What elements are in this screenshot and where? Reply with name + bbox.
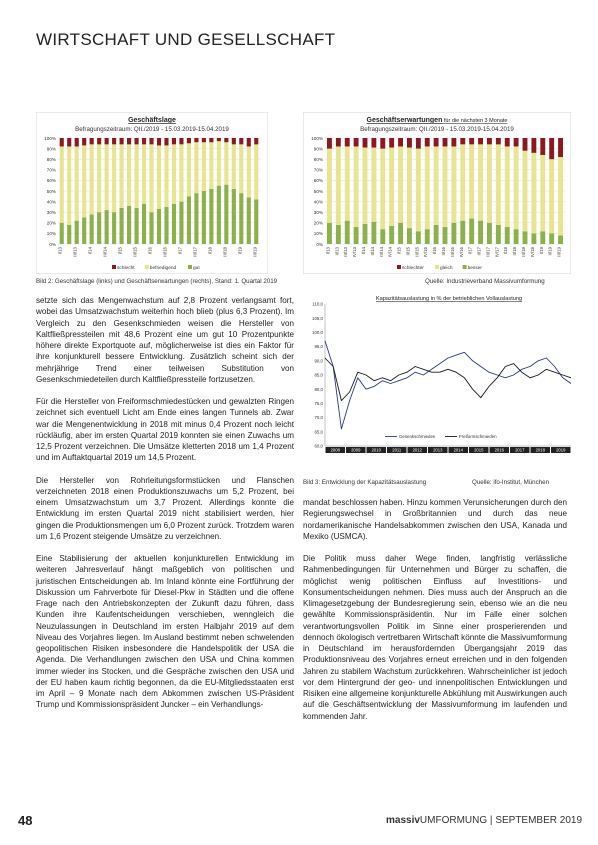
- paragraph: Für die Hersteller von Freiformschmiedestücken und gewalzten Ringen zeichnet sich eventuell Licht am Ende eines langen Tunnels ab. Zwar war die Mengenentwicklung in 2018 mit minus 0,4 Prozent noch leicht rückläufig, aber im ersten Quartal 2019 konnten sie einen Zuwachs um 12,5 Prozent verzeichnen. Die Umsätze kletterten 2018 um 1,4 Prozent und im Auftaktquartal 2019 um 14,5 Prozent.: [36, 397, 294, 463]
- bar-segment: [505, 146, 510, 227]
- x-tick-label: III/14: [378, 247, 384, 257]
- bar-segment: [172, 138, 176, 144]
- chart-title: Geschäftserwartungen für die nächsten 3 Monate: [366, 117, 508, 124]
- bar-segment: [451, 146, 456, 222]
- bar-segment: [434, 138, 439, 146]
- bar-segment: [434, 146, 439, 224]
- bar-segment: [558, 236, 563, 244]
- x-tick-label: IV/14: [387, 247, 393, 258]
- y-tick-label: 100%: [311, 135, 323, 141]
- bar-segment: [389, 226, 394, 244]
- y-tick-label: 10%: [313, 231, 323, 237]
- bar-segment: [460, 144, 465, 220]
- bar-segment: [134, 144, 138, 208]
- legend-swatch: [188, 265, 192, 269]
- bar-segment: [97, 212, 101, 244]
- legend-swatch: [397, 265, 401, 269]
- x-tick-label: II/19: [547, 247, 553, 256]
- bar-segment: [164, 138, 168, 145]
- x-tick-label: I/17: [467, 247, 473, 255]
- bar-segment: [443, 146, 448, 227]
- y-tick-label: 90%: [46, 146, 56, 152]
- bar-segment: [425, 138, 430, 146]
- bar-segment: [327, 149, 332, 223]
- chart-title: Geschäftslage: [128, 117, 176, 124]
- bar-segment: [90, 144, 94, 214]
- y-tick-label: 40%: [313, 199, 323, 205]
- bar-segment: [425, 146, 430, 229]
- x-tick-label: IV/18: [529, 247, 535, 258]
- bar-segment: [389, 148, 394, 226]
- x-tick-label: I/19: [237, 247, 243, 255]
- y-tick-label: 60%: [313, 178, 323, 184]
- right-text-column: [303, 497, 567, 733]
- fig3-source: Quelle: ifo-Institut, München: [472, 479, 550, 486]
- x-tick-label: IV/17: [494, 247, 500, 258]
- chart-subtitle: Befragungszeitraum: QII./2019 - 15.03.2019-15.04.2019: [360, 126, 514, 133]
- legend-label: befriedigend: [149, 266, 177, 271]
- paragraph: Die Hersteller von Rohrleitungsformstücken und Flanschen verzeichneten 2018 einen Produktionszuwachs um 5,2 Prozent, bei einem Umsatzwachstum um 3,7 Prozent. Allerdings konnte die Entwicklung im ersten Quartal 2019 nicht stabilisiert werden, hier gingen die Produktionsmengen um 6,0 Prozent zurück. Trotzdem waren um 1,6 Prozent steigende Umsätze zu verzeichnen.: [36, 475, 294, 541]
- bar-segment: [164, 207, 168, 244]
- bar-segment: [336, 225, 341, 244]
- x-tick-label: 2013: [433, 447, 443, 453]
- bar-segment: [187, 196, 191, 244]
- bar-segment: [157, 145, 161, 209]
- bar-segment: [540, 155, 545, 231]
- bar-segment: [112, 212, 116, 244]
- bar-segment: [105, 144, 109, 210]
- bar-segment: [354, 227, 359, 244]
- bar-segment: [232, 189, 236, 244]
- bar-segment: [60, 138, 64, 146]
- bar-segment: [469, 138, 474, 144]
- y-tick-label: 0%: [49, 241, 56, 247]
- bar-segment: [487, 138, 492, 144]
- bar-segment: [75, 221, 79, 244]
- bar-segment: [496, 225, 501, 244]
- bar-segment: [380, 149, 385, 230]
- x-tick-label: IV/16: [458, 247, 464, 258]
- bar-segment: [134, 208, 138, 244]
- bar-segment: [327, 138, 332, 149]
- y-tick-label: 90,0: [314, 358, 323, 364]
- x-tick-label: I/18: [207, 247, 213, 255]
- chart-subtitle: Befragungszeitraum: QII./2019 - 15.03.2019-15.04.2019: [75, 126, 229, 133]
- bar-segment: [120, 208, 124, 244]
- bar-segment: [407, 228, 412, 244]
- bar-segment: [224, 138, 228, 142]
- x-tick-label: 2019: [556, 447, 566, 453]
- bar-segment: [90, 214, 94, 244]
- bar-segment: [345, 138, 350, 146]
- bar-segment: [496, 138, 501, 144]
- bar-segment: [179, 138, 183, 144]
- page-number: 48: [18, 813, 33, 828]
- x-tick-label: II/14: [369, 247, 375, 256]
- x-tick-label: IV/13: [352, 247, 358, 258]
- x-tick-label: III/18: [222, 247, 228, 257]
- legend-swatch: [145, 265, 149, 269]
- x-tick-label: I/15: [117, 247, 123, 255]
- x-tick-label: 2009: [351, 447, 361, 453]
- y-tick-label: 20%: [46, 220, 56, 226]
- bar-segment: [127, 138, 131, 144]
- bar-segment: [187, 143, 191, 196]
- bar-segment: [120, 138, 124, 144]
- bar-segment: [531, 138, 536, 153]
- y-tick-label: 85,0: [314, 372, 323, 378]
- x-tick-label: IV/15: [423, 247, 429, 258]
- bar-segment: [389, 138, 394, 148]
- bar-segment: [232, 144, 236, 189]
- bar-segment: [363, 224, 368, 244]
- bar-segment: [179, 144, 183, 201]
- x-tick-label: III/15: [132, 247, 138, 257]
- bar-segment: [239, 193, 243, 244]
- bar-segment: [142, 144, 146, 203]
- bar-segment: [75, 138, 79, 146]
- bar-segment: [407, 148, 412, 229]
- x-tick-label: I/15: [396, 247, 402, 255]
- y-tick-label: 60%: [46, 178, 56, 184]
- bar-segment: [254, 199, 258, 244]
- bar-segment: [105, 210, 109, 244]
- x-tick-label: II/17: [476, 247, 482, 256]
- bar-segment: [97, 138, 101, 144]
- bar-segment: [549, 233, 554, 244]
- bar-segment: [505, 138, 510, 146]
- bar-segment: [60, 223, 64, 244]
- bar-segment: [478, 138, 483, 144]
- bar-segment: [540, 138, 545, 155]
- legend-label: gleich: [440, 266, 453, 271]
- bar-segment: [60, 146, 64, 222]
- bar-segment: [531, 153, 536, 234]
- bar-segment: [354, 138, 359, 146]
- x-tick-label: 2011: [392, 447, 402, 453]
- x-tick-label: III/17: [485, 247, 491, 257]
- bar-segment: [157, 209, 161, 244]
- bar-segment: [209, 142, 213, 189]
- bar-segment: [142, 138, 146, 144]
- y-tick-label: 30%: [46, 210, 56, 215]
- bar-segment: [172, 144, 176, 203]
- section-title: WIRTSCHAFT UND GESELLSCHAFT: [36, 30, 336, 49]
- bar-segment: [514, 229, 519, 244]
- x-tick-label: I/17: [177, 247, 183, 255]
- bar-segment: [172, 204, 176, 244]
- bar-segment: [134, 138, 138, 144]
- bar-segment: [514, 146, 519, 229]
- legend-label: Freiformschmieden: [459, 434, 497, 439]
- issue-date: SEPTEMBER 2019: [495, 815, 583, 826]
- bar-segment: [142, 204, 146, 244]
- bar-segment: [549, 159, 554, 233]
- bar-segment: [523, 151, 528, 232]
- x-tick-label: 2017: [515, 447, 525, 453]
- x-tick-label: 2016: [494, 447, 504, 453]
- bar-segment: [345, 146, 350, 220]
- bar-segment: [127, 206, 131, 244]
- bar-segment: [363, 148, 368, 224]
- bar-segment: [443, 138, 448, 146]
- y-tick-label: 10%: [46, 231, 56, 237]
- legend-swatch: [463, 265, 467, 269]
- x-tick-label: III/16: [449, 247, 455, 257]
- bar-segment: [187, 138, 191, 143]
- x-tick-label: I/13: [57, 247, 63, 255]
- bar-segment: [149, 144, 153, 212]
- bar-segment: [247, 146, 251, 197]
- y-tick-label: 100%: [44, 135, 56, 141]
- x-tick-label: III/13: [72, 247, 78, 257]
- x-tick-label: I/19: [538, 247, 544, 255]
- x-tick-label: I/18: [503, 247, 509, 255]
- x-tick-label: III/19: [556, 247, 562, 257]
- bar-segment: [478, 221, 483, 244]
- y-tick-label: 20%: [313, 220, 323, 226]
- bar-segment: [82, 218, 86, 245]
- bar-segment: [327, 223, 332, 244]
- x-tick-label: 2012: [412, 447, 422, 453]
- bar-segment: [217, 138, 221, 141]
- fig2-caption: Bild 2: Geschäftslage (links) und Geschäftserwartungen (rechts), Stand: 1. Quartal 2019: [36, 278, 278, 285]
- paragraph: Die Politik muss daher Wege finden, langfristig verlässliche Rahmenbedingungen für Unternehmen und Bürger zu schaffen, die möglichst wenig politischen Einfluss auf Investitions- und Konsumentscheidungen nehmen. Dies muss auch der Anspruch an die Klimagesetzgebung der Bundesregierung sein, ebenso wie an die neu gewählte Kommissionspräsidentin. Nur im Falle einer solchen verantwortungsvollen Politik im Sinne einer prosperierenden und dennoch ökologisch vertretbaren Wirtschaft könnte die Massivumformung in Deutschland im herausfordernden Übergangsjahr 2019 das Produktionsniveau des Vorjahres erneut erreichen und in den folgenden Jahren zu stabilem Wachstum zurückkehren. Wahrscheinlicher ist jedoch vor dem Hintergrund der geo- und innenpolitischen Entwicklungen und Risiken eine allgemeine konjunkturelle Abkühlung mit Auswirkungen auch auf die Geschäftsentwicklung der Massivumformung im laufenden und kommenden Jahr.: [303, 554, 567, 721]
- bar-segment: [363, 138, 368, 148]
- fig2-source: Quelle: Industrieverband Massivumformung: [425, 278, 545, 285]
- bar-segment: [149, 212, 153, 244]
- y-tick-label: 70,0: [314, 415, 323, 421]
- bar-segment: [209, 189, 213, 244]
- x-tick-label: III/16: [162, 247, 168, 257]
- bar-segment: [345, 221, 350, 244]
- chart-title: Kapazitätsauslastung in % der betrieblichen Vollauslastung: [375, 296, 523, 302]
- chart-background: [303, 292, 575, 468]
- y-tick-label: 50%: [313, 188, 323, 194]
- bar-segment: [149, 138, 153, 144]
- legend-swatch: [435, 265, 439, 269]
- y-tick-label: 60,0: [314, 443, 323, 449]
- bar-segment: [558, 138, 563, 157]
- bar-segment: [82, 138, 86, 145]
- x-tick-label: II/15: [405, 247, 411, 256]
- y-tick-label: 70%: [313, 167, 323, 173]
- bar-segment: [67, 146, 71, 224]
- bar-segment: [451, 138, 456, 146]
- x-tick-label: III/15: [414, 247, 420, 257]
- legend-label: schlecht: [117, 266, 135, 271]
- bar-segment: [254, 138, 258, 144]
- y-tick-label: 40%: [46, 199, 56, 205]
- bar-segment: [425, 229, 430, 244]
- bar-segment: [209, 138, 213, 142]
- bar-segment: [224, 142, 228, 184]
- bar-segment: [523, 138, 528, 151]
- y-tick-label: 65,0: [314, 429, 323, 435]
- kapazitaetsauslastung-chart: [303, 292, 575, 468]
- bar-segment: [487, 144, 492, 222]
- bar-segment: [371, 138, 376, 148]
- x-tick-label: 2010: [371, 447, 381, 453]
- y-tick-label: 30%: [313, 210, 323, 215]
- bar-segment: [224, 185, 228, 244]
- bar-segment: [164, 145, 168, 206]
- legend-swatch: [112, 265, 116, 269]
- bar-segment: [120, 144, 124, 208]
- bar-segment: [540, 231, 545, 244]
- bar-segment: [247, 197, 251, 244]
- bar-segment: [75, 146, 79, 220]
- bar-segment: [398, 146, 403, 222]
- x-tick-label: III/14: [102, 247, 108, 257]
- bar-segment: [127, 144, 131, 205]
- left-text-column: [36, 295, 294, 722]
- bar-segment: [105, 138, 109, 144]
- y-tick-label: 70%: [46, 167, 56, 173]
- bar-segment: [202, 191, 206, 244]
- bar-segment: [254, 144, 258, 199]
- legend-label: schlechter: [402, 266, 424, 271]
- bar-segment: [217, 141, 221, 186]
- footer-separator: |: [489, 815, 493, 826]
- y-tick-label: 95,0: [314, 344, 323, 350]
- bar-segment: [460, 138, 465, 144]
- legend-label: besser: [467, 266, 483, 271]
- bar-segment: [460, 221, 465, 244]
- paragraph: mandat beschlossen haben. Hinzu kommen Verunsicherungen durch den Regierungswechsel in Großbritannien und durch das neue nordamerikanische Handelsabkommen zwischen den USA, Kanada und Mexiko (USMCA).: [303, 498, 567, 541]
- bar-segment: [202, 142, 206, 191]
- bar-segment: [157, 138, 161, 145]
- bar-segment: [112, 144, 116, 212]
- y-tick-label: 0%: [316, 241, 323, 247]
- paragraph: Eine Stabilisierung der aktuellen konjunkturellen Entwicklung im weiteren Jahresverlauf hängt maßgeblich von politischen und juristischen Entscheidungen ab. Im Inland könnte eine Fortführung der Diskussion um Fahrverbote für Diesel-Pkw in Städten und die offene Frage nach den Antriebskonzepten der Zukunft dazu führen, dass Kunden ihre Kaufentscheidungen verschieben, wenngleich die Neuzulassungen in Deutschland im ersten Halbjahr 2019 auf dem Niveau des Vorjahres liegen. Im Ausland bestimmt neben schwelenden geopolitischen Risiken insbesondere die Handelspolitik der USA die Agenda. Die Verhandlungen zwischen den USA und China kommen immer wieder ins Stocken, und die Gespräche zwischen den USA und der EU haben kaum richtig begonnen, da die EU-Mitgliedsstaaten erst im April – 9 Monate nach dem Abkommen zwischen US-Präsident Trump und Kommissionspräsident Juncker – ein Verhandlungs-: [36, 554, 294, 710]
- bar-segment: [202, 138, 206, 142]
- y-tick-label: 105,0: [312, 315, 323, 321]
- bar-segment: [354, 146, 359, 227]
- bar-segment: [407, 138, 412, 148]
- y-tick-label: 110,0: [312, 301, 323, 307]
- bar-segment: [451, 223, 456, 244]
- y-tick-label: 80,0: [314, 386, 323, 392]
- x-tick-label: I/16: [147, 247, 153, 255]
- bar-segment: [247, 138, 251, 146]
- x-tick-label: II/18: [512, 247, 518, 256]
- x-tick-label: 2014: [453, 447, 463, 453]
- x-tick-label: III/17: [192, 247, 198, 257]
- footer-brand: [386, 815, 582, 826]
- x-tick-label: I/13: [325, 247, 331, 255]
- brand-umformung: UMFORMUNG: [419, 815, 488, 826]
- bar-segment: [232, 138, 236, 144]
- bar-segment: [67, 225, 71, 244]
- bar-segment: [398, 138, 403, 146]
- bar-segment: [443, 227, 448, 244]
- bar-segment: [371, 148, 376, 222]
- y-tick-label: 80%: [313, 157, 323, 162]
- x-tick-label: III/19: [252, 247, 258, 257]
- bar-segment: [549, 138, 554, 159]
- x-tick-label: I/16: [432, 247, 438, 255]
- bar-segment: [371, 222, 376, 244]
- bar-segment: [380, 138, 385, 149]
- bar-segment: [523, 231, 528, 244]
- bar-segment: [434, 225, 439, 244]
- y-tick-label: 90%: [313, 146, 323, 152]
- x-tick-label: III/13: [343, 247, 349, 257]
- geschaeftserwartungen-chart: [303, 112, 571, 274]
- bar-segment: [239, 144, 243, 193]
- legend-label: gut: [193, 266, 200, 271]
- x-tick-label: III/18: [521, 247, 526, 257]
- bar-segment: [505, 227, 510, 244]
- bar-segment: [194, 142, 198, 193]
- x-tick-label: II/16: [441, 247, 446, 256]
- geschaeftslage-chart: [36, 112, 268, 274]
- y-tick-label: 50%: [46, 188, 56, 194]
- bar-segment: [336, 138, 341, 146]
- x-tick-label: 2018: [535, 447, 545, 453]
- bar-segment: [239, 138, 243, 144]
- bar-segment: [336, 146, 341, 224]
- bar-segment: [112, 138, 116, 144]
- bar-segment: [194, 138, 198, 142]
- bar-segment: [398, 223, 403, 244]
- brand-massiv: massiv: [386, 815, 420, 826]
- x-tick-label: 2008: [330, 447, 340, 453]
- x-tick-label: II/13: [334, 247, 340, 256]
- bar-segment: [416, 231, 421, 244]
- x-tick-label: 2015: [474, 447, 484, 453]
- y-tick-label: 75,0: [314, 401, 323, 406]
- x-tick-label: I/14: [361, 247, 366, 255]
- legend-label: Gesenkschmieden: [399, 434, 436, 439]
- bar-segment: [194, 193, 198, 244]
- bar-segment: [416, 138, 421, 149]
- bar-segment: [514, 138, 519, 146]
- y-tick-label: 100,0: [312, 330, 323, 335]
- x-tick-label: I/14: [87, 247, 93, 255]
- bar-segment: [531, 233, 536, 244]
- bar-segment: [380, 229, 385, 244]
- y-tick-label: 80%: [46, 157, 56, 162]
- bar-segment: [217, 186, 221, 244]
- bar-segment: [416, 149, 421, 232]
- bar-segment: [90, 138, 94, 144]
- fig3-caption: Bild 3: Entwicklung der Kapazitätsauslastung: [303, 479, 427, 486]
- bar-segment: [67, 138, 71, 146]
- bar-segment: [97, 144, 101, 212]
- paragraph: setzte sich das Mengenwachstum auf 2,8 Prozent verlangsamt fort, wobei das Umsatzwachstum weiterhin hoch blieb (plus 6,3 Prozent). Im Vergleich zu den Gesenkschmieden weisen die Hersteller von Kaltfließpressteilen mit 48,6 Prozent eine um gut 10 Prozentpunkte höhere direkte Exportquote auf, möglicherweise ist dies ein Faktor für ihre konjunkturell bessere Entwicklung. Zusätzlich scheint sich der mehrjährige Trend einer teilweisen Substitution von Gesenkschmiedeteilen durch Kaltfließpressteile fortzusetzen.: [36, 296, 294, 384]
- bar-segment: [469, 219, 474, 244]
- bar-segment: [478, 144, 483, 220]
- bar-segment: [487, 223, 492, 244]
- bar-segment: [179, 202, 183, 244]
- bar-segment: [496, 144, 501, 225]
- bar-segment: [558, 157, 563, 235]
- bar-segment: [469, 144, 474, 218]
- bar-segment: [82, 145, 86, 217]
